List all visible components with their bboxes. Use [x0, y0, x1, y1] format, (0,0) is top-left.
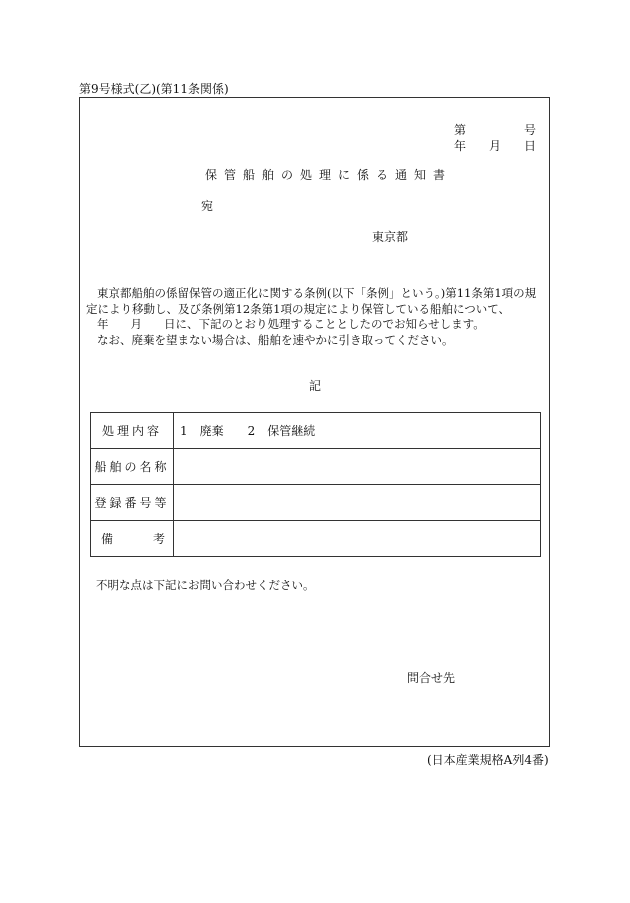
- contact-label: 問合せ先: [407, 671, 456, 685]
- body-line-3: [86, 317, 536, 333]
- table-row: [91, 413, 541, 449]
- remarks-label-left: 備: [101, 532, 114, 546]
- table-label-cell: 処理内容: [91, 413, 174, 449]
- table-label-cell: 登録番号等: [91, 485, 174, 521]
- date-month: 月: [489, 139, 502, 153]
- table-label-cell: [91, 521, 174, 557]
- notice-day-text: 日に、下記のとおり処理することとしたのでお知らせします。: [164, 317, 485, 331]
- table-value-cell: [174, 521, 541, 557]
- inquiry-note: 不明な点は下記にお問い合わせください。: [96, 578, 315, 592]
- paper-size-note: (日本産業規格A列4番): [427, 753, 549, 767]
- table-row: [91, 485, 541, 521]
- table-value-cell: 1 廃棄 2 保管継続: [174, 413, 541, 449]
- notice-month: 月: [130, 317, 142, 331]
- table-row: [91, 521, 541, 557]
- document-number-prefix: 第: [454, 123, 467, 137]
- sender-name: 東京都: [372, 230, 409, 244]
- body-line-4: なお、廃棄を望まない場合は、船舶を速やかに引き取ってください。: [97, 332, 454, 347]
- addressee-suffix: 宛: [201, 199, 214, 213]
- date-day: 日: [524, 139, 537, 153]
- table-label-cell: 船舶の名称: [91, 449, 174, 485]
- body-line-2: 定により移動し、及び条例第12条第1項の規定により保管している船舶について、: [86, 301, 510, 316]
- ki-heading: 記: [309, 379, 322, 393]
- body-paragraph: [86, 286, 536, 348]
- document-number-suffix: 号: [524, 123, 537, 137]
- document-title: 保管船舶の処理に係る通知書: [205, 168, 453, 182]
- remarks-label-right: 考: [152, 532, 165, 546]
- notice-year: 年: [97, 317, 109, 331]
- form-number-label: 第9号様式(乙)(第11条関係): [79, 82, 229, 96]
- table-row: [91, 449, 541, 485]
- table-value-cell: [174, 485, 541, 521]
- date-year: 年: [454, 139, 467, 153]
- table-value-cell: [174, 449, 541, 485]
- record-table: [90, 412, 541, 557]
- body-line-1: 東京都船舶の係留保管の適正化に関する条例(以下「条例」という。)第11条第1項の規: [97, 286, 537, 300]
